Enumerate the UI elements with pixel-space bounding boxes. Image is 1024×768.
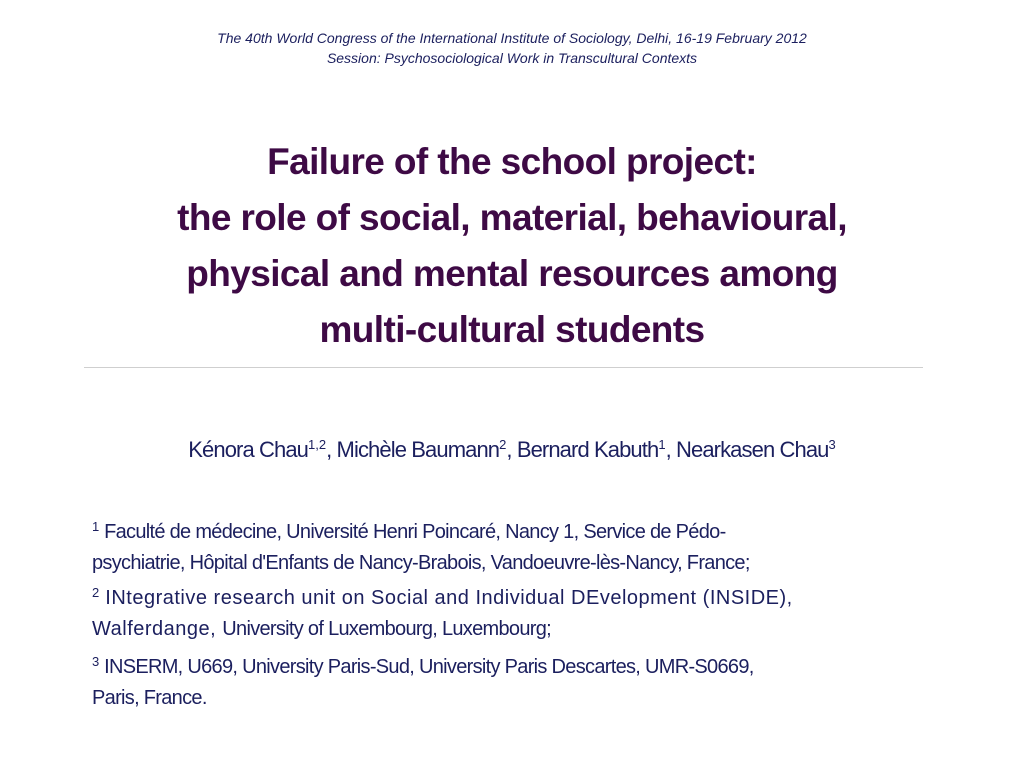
title-line-2: the role of social, material, behavioural, [177, 197, 847, 238]
conference-name: The 40th World Congress of the International Institute of Sociology, Delhi, 16-19 February 2012 [217, 30, 807, 46]
author-name: Kénora Chau [188, 437, 309, 462]
author-name: Bernard Kabuth [516, 437, 659, 462]
affiliation-text: psychiatrie, Hôpital d'Enfants de Nancy-Brabois, Vandoeuvre-lès-Nancy, France; [92, 552, 750, 574]
author-affiliation-mark: 3 [828, 437, 836, 452]
session-name: Session: Psychosociological Work in Transcultural Contexts [326, 50, 698, 66]
title-line-3: physical and mental resources among [186, 253, 838, 294]
title-line-1: Failure of the school project: [267, 141, 757, 182]
affiliation-2 [92, 577, 952, 645]
affiliation-number: 1 [92, 519, 100, 534]
affiliation-number: 2 [92, 585, 100, 600]
author-separator: , [326, 437, 337, 462]
affiliation-text: Paris, France. [92, 687, 207, 709]
author-separator: , [506, 437, 517, 462]
author-name: Nearkasen Chau [676, 437, 829, 462]
title-divider [84, 367, 923, 368]
affiliation-text: INSERM, U669, University Paris-Sud, University Paris Descartes, UMR-S0669, [99, 656, 754, 678]
title-line-4: multi-cultural students [319, 309, 705, 350]
author-affiliation-mark: 2 [499, 437, 507, 452]
affiliation-text: Faculté de médecine, Université Henri Poincaré, Nancy 1, Service de Pédo- [99, 521, 726, 543]
affiliation-text: INtegrative research unit on Social and Individual DEvelopment (INSIDE), [99, 587, 793, 609]
affiliation-3 [92, 646, 952, 714]
affiliation-number: 3 [92, 654, 100, 669]
author-list [0, 437, 1024, 463]
author-separator: , [665, 437, 676, 462]
conference-header [0, 28, 1024, 68]
affiliation-1 [92, 511, 952, 579]
author-affiliation-mark: 1,2 [308, 437, 327, 452]
paper-title [40, 134, 984, 358]
affiliation-text: Walferdange, [92, 618, 223, 640]
affiliation-text: University of Luxembourg, Luxembourg; [222, 618, 552, 640]
author-affiliation-mark: 1 [658, 437, 666, 452]
author-name: Michèle Baumann [336, 437, 500, 462]
